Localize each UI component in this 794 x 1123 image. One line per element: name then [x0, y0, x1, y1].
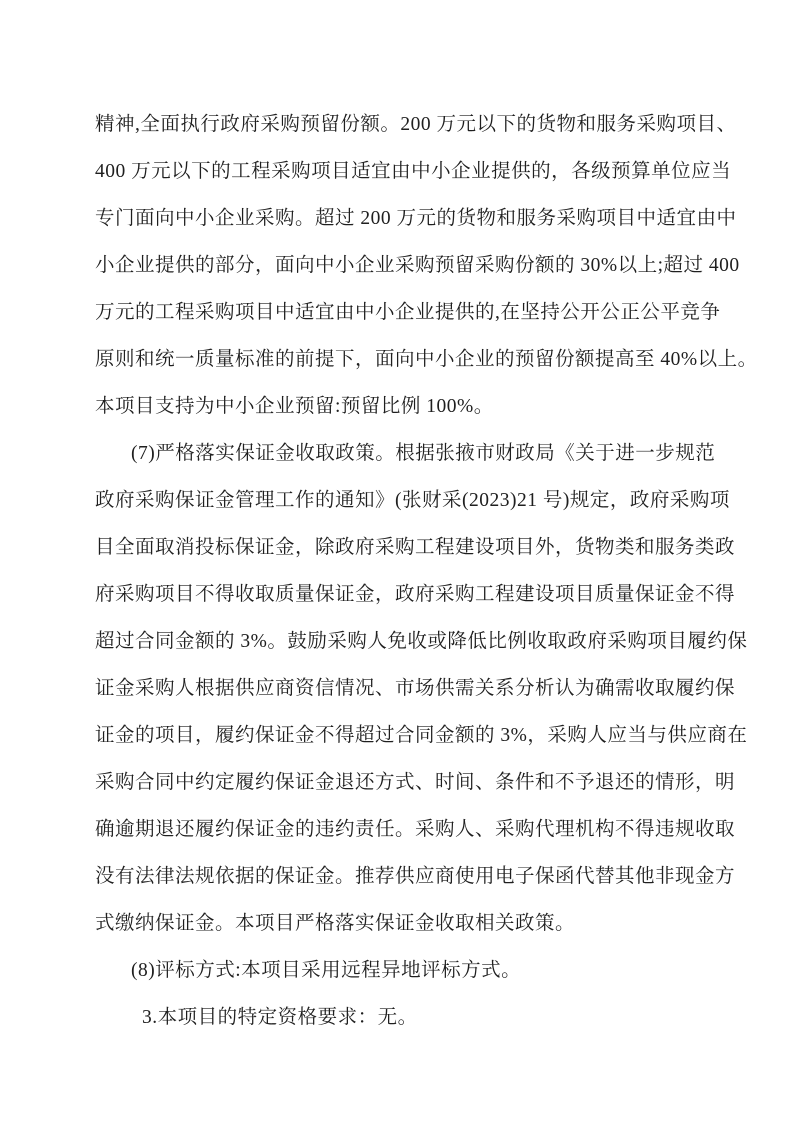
text-column	[95, 101, 758, 1041]
text-line: 式缴纳保证金。本项目严格落实保证金收取相关政策。	[95, 913, 576, 934]
text-line: 府采购项目不得收取质量保证金，政府采购工程建设项目质量保证金不得	[95, 584, 736, 605]
text-line: 万元的工程采购项目中适宜由中小企业提供的,在坚持公开公正公平竞争	[95, 302, 721, 323]
text-line: 超过合同金额的 3%。鼓励采购人免收或降低比例收取政府采购项目履约保	[95, 631, 748, 652]
text-line: 采购合同中约定履约保证金退还方式、时间、条件和不予退还的情形，明	[95, 772, 736, 793]
text-line: 3.本项目的特定资格要求：无。	[142, 1007, 418, 1028]
text-line: 目全面取消投标保证金，除政府采购工程建设项目外，货物类和服务类政	[95, 537, 736, 558]
text-line: (8)评标方式:本项目采用远程异地评标方式。	[131, 960, 522, 981]
text-line: 证金采购人根据供应商资信情况、市场供需关系分析认为确需收取履约保	[95, 678, 736, 699]
text-line: 确逾期退还履约保证金的违约责任。采购人、采购代理机构不得违规收取	[95, 819, 736, 840]
text-line: 400 万元以下的工程采购项目适宜由中小企业提供的，各级预算单位应当	[95, 161, 732, 182]
text-line: 专门面向中小企业采购。超过 200 万元的货物和服务采购项目中适宜由中	[95, 208, 737, 229]
text-line: 原则和统一质量标准的前提下，面向中小企业的预留份额提高至 40%以上。	[95, 349, 758, 370]
text-line: (7)严格落实保证金收取政策。根据张掖市财政局《关于进一步规范	[131, 443, 716, 464]
text-line: 没有法律法规依据的保证金。推荐供应商使用电子保函代替其他非现金方	[95, 866, 736, 887]
text-line: 精神,全面执行政府采购预留份额。200 万元以下的货物和服务采购项目、	[95, 114, 737, 135]
text-line: 证金的项目，履约保证金不得超过合同金额的 3%，采购人应当与供应商在	[95, 725, 748, 746]
text-line: 本项目支持为中小企业预留:预留比例 100%。	[95, 396, 494, 417]
text-line: 政府采购保证金管理工作的通知》(张财采(2023)21 号)规定，政府采购项	[95, 490, 730, 511]
text-line: 小企业提供的部分，面向中小企业采购预留采购份额的 30%以上;超过 400	[95, 255, 740, 276]
